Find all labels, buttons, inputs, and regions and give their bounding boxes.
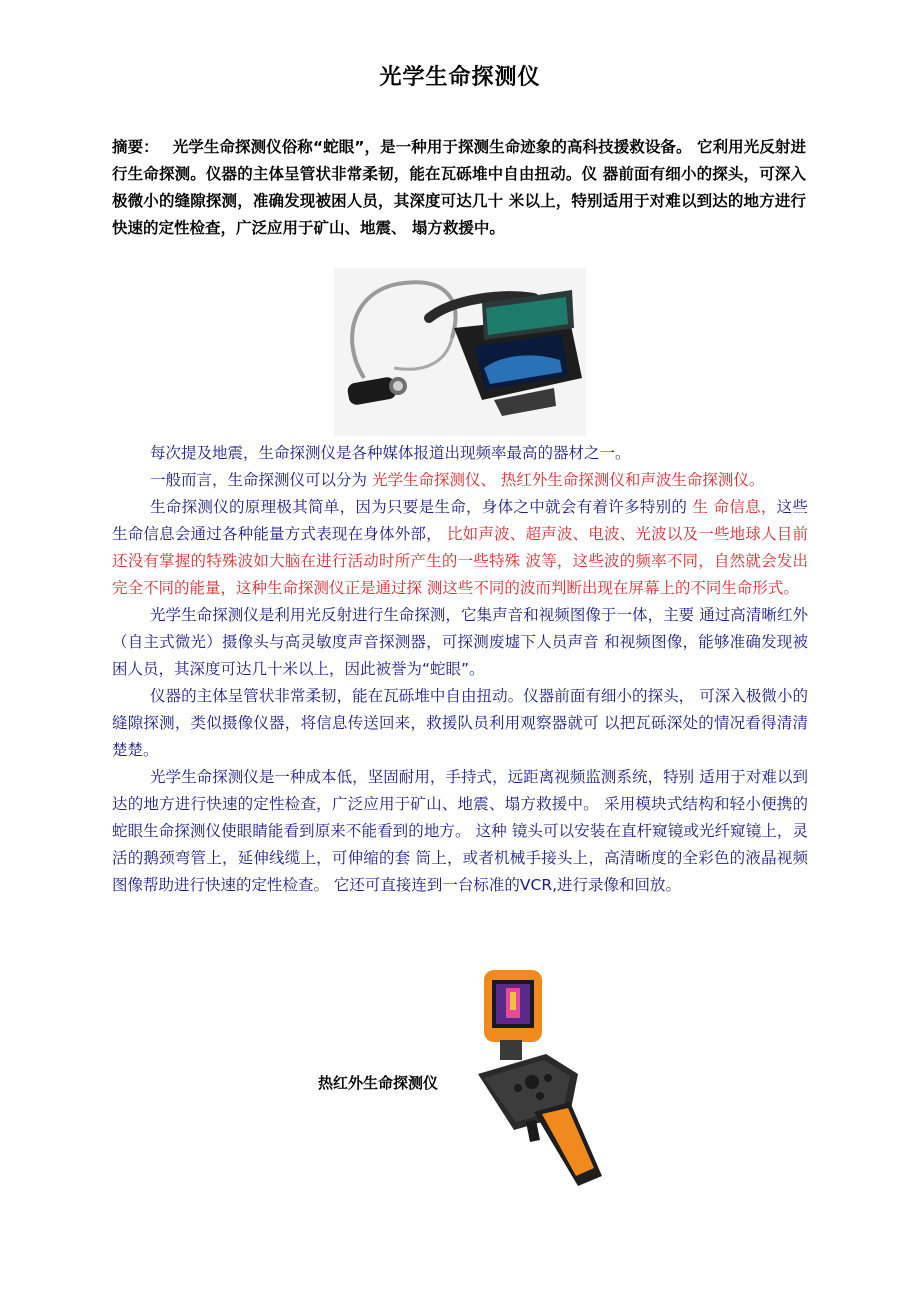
paragraph-6: 光学生命探测仪是一种成本低，坚固耐用，手持式，远距离视频监测系统，特别 适用于对难以到达的地方进行快速的定性检查，广泛应用于矿山、地震、塌方救援中。 采用模块式结构和轻小便携的蛇眼生命探测仪使眼睛能看到原来不能看到的地方。 这种 镜头可以安装在直杆窥镜或光纤窥镜上，灵活的鹅颈弯管上，延伸线缆上，可伸缩的套 筒上，或者机械手接头上，高清晰度的全彩色的液晶视频图像帮助进行快速的定性检查。 它还可直接连到一台标准的VCR,进行录像和回放。 (112, 768, 808, 894)
body-text (112, 440, 808, 899)
paragraph-3 (112, 494, 808, 602)
paragraph-3-text-a: 生命探测仪的原理极其简单，因为只要是生命，身体之中就会有着许多特别的 (150, 498, 693, 516)
abstract-text: 光学生命探测仪俗称“蛇眼”，是一种用于探测生命迹象的高科技援救设备。 它利用光反射进行生命探测。仪器的主体呈管状非常柔韧，能在瓦砾堆中自由扭动。仪 器前面有细小的探头，可深入极微小的缝隙探测，准确发现被困人员，其深度可达几十 米以上，特别适用于对难以到达的地方进行快速的定性检查，广泛应用于矿山、地震、 塌方救援中。 (112, 138, 806, 237)
paragraph-3-highlight-b: 比如声波、超声波、电波、光波以及一些地球人目前还没有掌握的特殊波如大脑在进行活动时所产生的一些特殊 波等，这些波的频率不同，自然就会发出完全不同的能量，这种生命探测仪正是通过探 测这些不同的波而判断出现在屏幕上的不同生命形式。 (112, 525, 808, 597)
abstract-label: 摘要： (112, 138, 159, 156)
abstract (112, 134, 806, 242)
thermal-imaging-camera-photo-icon (470, 962, 610, 1196)
paragraph-3-highlight-a: 生 命信息， (692, 498, 777, 516)
paragraph-4: 光学生命探测仪是利用光反射进行生命探测，它集声音和视频图像于一体，主要 通过高清晰红外（自主式微光）摄像头与高灵敏度声音探测器，可探测废墟下人员声音 和视频图像，能够准确发现被困人员，其深度可达几十米以上，因此被誉为“蛇眼”。 (112, 606, 808, 678)
paragraph-2 (112, 467, 808, 494)
paragraph-2-text: 一般而言，生命探测仪可以分为 (150, 471, 372, 489)
paragraph-2-highlight: 光学生命探测仪、 热红外生命探测仪和声波生命探测仪。 (371, 471, 765, 489)
page-title: 光学生命探测仪 (379, 65, 541, 90)
paragraph-5: 仪器的主体呈管状非常柔韧，能在瓦砾堆中自由扭动。仪器前面有细小的探头， 可深入极微小的缝隙探测，类似摄像仪器，将信息传送回来，救援队员利用观察器就可 以把瓦砾深处的情况看得清清楚楚。 (112, 687, 808, 759)
paragraph-3-text-b: 这些生命信息会通过各种能量方式表现在身体外部， (112, 498, 808, 543)
figure-caption: 热红外生命探测仪 (318, 1074, 439, 1092)
snake-eye-detector-photo-icon (334, 268, 586, 436)
paragraph-1: 每次提及地震，生命探测仪是各种媒体报道出现频率最高的器材之一。 (150, 444, 631, 462)
